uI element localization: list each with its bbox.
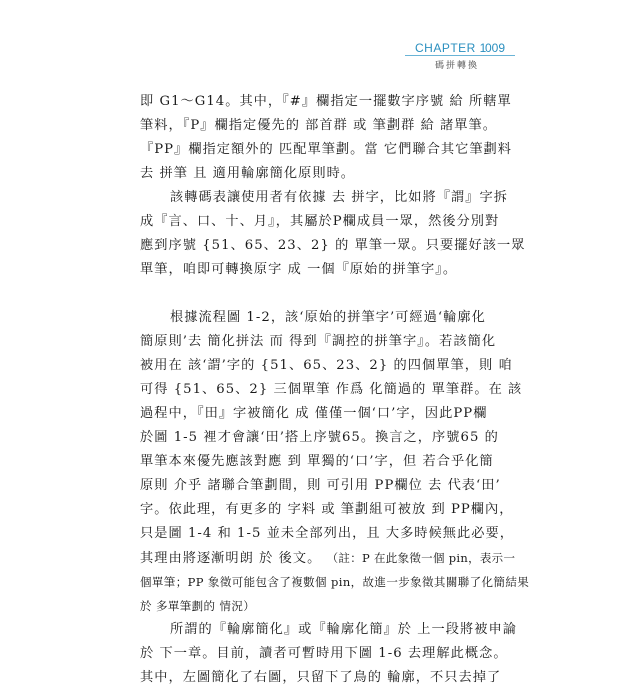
- text-line: 於圖 1-5 裡才會讓‘田’搭上序號65。換言之，序號65 的: [140, 430, 499, 445]
- text-line: 字。依此理，有更多的 字料 或 筆劃組可被放 到 PP欄內，: [140, 502, 514, 517]
- text-line: 筆料，『P』欄指定優先的 部首群 或 筆劃群 給 諸單筆。: [140, 118, 497, 133]
- text-line: 成『言、口、十、月』，其屬於P欄成員一眾，然後分別對: [140, 214, 500, 229]
- header-divider: [405, 55, 515, 56]
- footnote-line: 個單筆；PP 象徵可能包含了複數個 pin，故進一步象徵其關聯了化簡結果: [140, 575, 530, 589]
- text-line: 於 下一章。目前，讀者可暫時用下圖 1-6 去理解此概念。: [140, 646, 508, 661]
- text-line: 只是圖 1-4 和 1-5 並未全部列出，且 大多時候無此必要，: [140, 526, 514, 541]
- text-line: 原則 介乎 諸聯合筆劃間，則 可引用 PP欄位 去 代表‘田’: [140, 478, 501, 493]
- text-line: 即 G1～G14。其中，『#』欄指定一擺數字序號 給 所轄單: [140, 94, 512, 109]
- text-line: 根據流程圖 1-2，該‘原始的拼筆字’可經過‘輪廓化: [170, 310, 486, 325]
- text-line: 單筆，咱即可轉換原字 成 一個『原始的拼筆字』。: [140, 262, 458, 277]
- footnote-line: 於 多單筆劃的 情況）: [140, 599, 256, 613]
- chapter-subtitle: 碼拼轉換: [435, 61, 480, 71]
- text-line: 該轉碼表讓使用者有依據 去 拼字，比如將『謂』字拆: [170, 190, 508, 205]
- chapter-title: CHAPTER 1: [415, 41, 487, 55]
- text-line: 被用在 該‘謂’字的 {51、65、23、2} 的四個單筆，則 咱: [140, 358, 513, 373]
- text-line: 簡原則’去 簡化拼法 而 得到『調控的拼筆字』。若該簡化: [140, 334, 497, 349]
- text-line: 其中，左圖簡化了右圖，只留下了鳥的 輪廓，不只去掉了: [140, 670, 502, 685]
- text-line: 可得 {51、65、2} 三個單筆 作爲 化簡過的 單筆群。在 該: [140, 382, 523, 397]
- text-line: 過程中，『田』字被簡化 成 僅僅一個‘口’字，因此PP欄: [140, 406, 488, 421]
- chapter-header: [405, 41, 515, 69]
- text-line: 單筆本來優先應該對應 到 單獨的‘口’字，但 若合乎化簡: [140, 454, 494, 469]
- text-line: 去 拼筆 且 適用輪廓簡化原則時。: [140, 166, 356, 181]
- text-line: 應到序號 {51、65、23、2} 的 單筆一眾。只要擺好該一眾: [140, 238, 526, 253]
- text-line: 『PP』欄指定額外的 匹配單筆劃。當 它們聯合其它筆劃料: [140, 142, 513, 157]
- footnote-inline: （註：P 在此象徵一個 pin，表示一: [326, 551, 516, 565]
- page-number: 009: [485, 41, 506, 55]
- text-line-main: 其理由將逐漸明朗 於 後文。: [140, 551, 322, 566]
- text-line: [140, 549, 515, 568]
- text-line: 所謂的『輪廓簡化』或『輪廓化簡』於 上一段將被申論: [170, 622, 517, 637]
